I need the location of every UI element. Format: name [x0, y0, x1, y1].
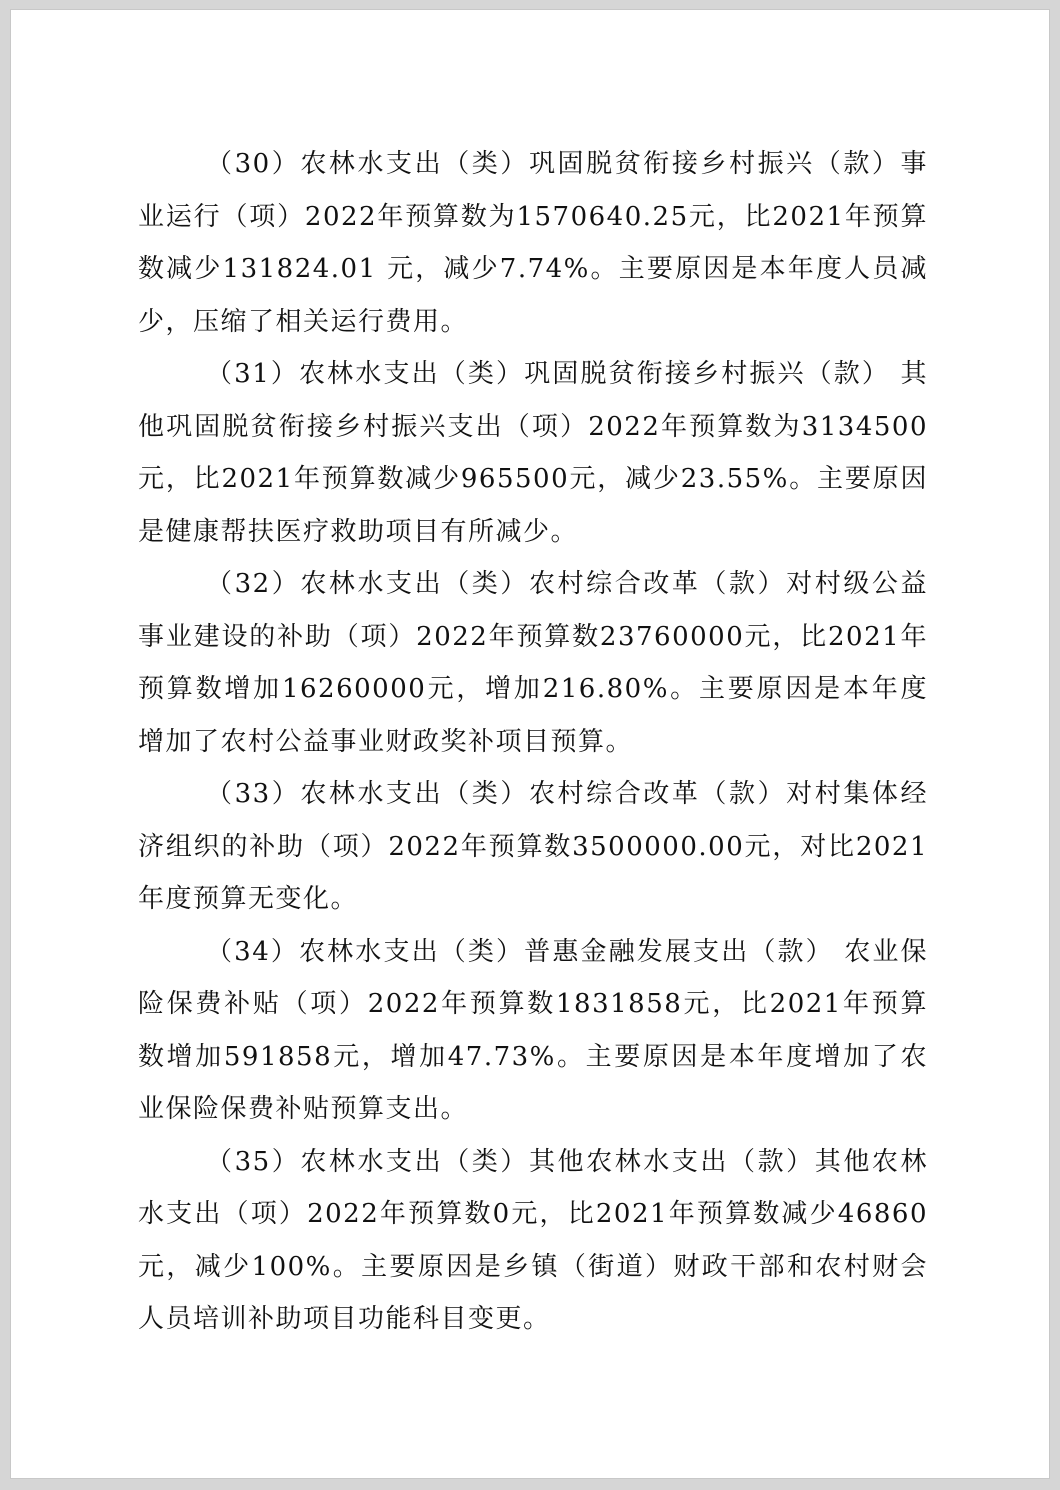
document-page — [10, 9, 1050, 1479]
paragraph-31: （31）农林水支出（类）巩固脱贫衔接乡村振兴（款） 其他巩固脱贫衔接乡村振兴支出（项）2022年预算数为3134500元，比2021年预算数减少965500元，减少23.55%。主要原因是健康帮扶医疗救助项目有所减少。 — [138, 359, 928, 547]
paragraph-34: （34）农林水支出（类）普惠金融发展支出（款） 农业保险保费补贴（项）2022年预算数1831858元，比2021年预算数增加591858元，增加47.73%。主要原因是本年度增加了农业保险保费补贴预算支出。 — [138, 936, 928, 1124]
paragraph-32: （32）农林水支出（类）农村综合改革（款）对村级公益事业建设的补助（项）2022年预算数23760000元，比2021年预算数增加16260000元，增加216.80%。主要原因是本年度增加了农村公益事业财政奖补项目预算。 — [138, 569, 928, 757]
paragraph-33: （33）农林水支出（类）农村综合改革（款）对村集体经济组织的补助（项）2022年预算数3500000.00元，对比2021年度预算无变化。 — [138, 779, 928, 914]
paragraph-30: （30）农林水支出（类）巩固脱贫衔接乡村振兴（款）事业运行（项）2022年预算数为1570640.25元，比2021年预算数减少131824.01 元，减少7.74%。主要原因是本年度人员减少，压缩了相关运行费用。 — [138, 149, 928, 337]
paragraph-35: （35）农林水支出（类）其他农林水支出（款）其他农林水支出（项）2022年预算数0元，比2021年预算数减少46860元，减少100%。主要原因是乡镇（街道）财政干部和农村财会人员培训补助项目功能科目变更。 — [138, 1146, 928, 1334]
document-body — [138, 138, 928, 1346]
